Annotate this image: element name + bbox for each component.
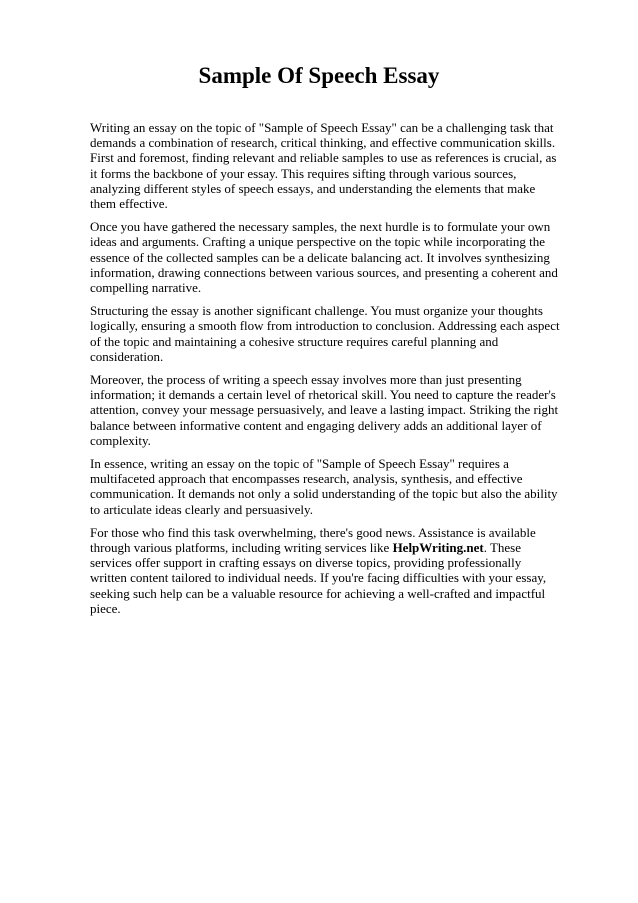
helpwriting-link[interactable]: HelpWriting.net (392, 540, 484, 556)
paragraph-3: Structuring the essay is another significant challenge. You must organize your thoughts logically, ensuring a smooth flow from introduction to conclusion. Addressing each aspect of the topic and maintaining a cohesive structure requires careful planning and consideration. (90, 303, 560, 364)
paragraph-2: Once you have gathered the necessary samples, the next hurdle is to formulate your own ideas and arguments. Crafting a unique perspective on the topic while incorporating the essence of the collected samples can be a delicate balancing act. It involves synthesizing information, drawing connections between various sources, and presenting a coherent and compelling narrative. (90, 219, 558, 296)
page-title: Sample Of Speech Essay (198, 63, 440, 88)
essay-body (90, 120, 560, 624)
paragraph-1: Writing an essay on the topic of "Sample of Speech Essay" can be a challenging task that demands a combination of research, critical thinking, and effective communication skills. First and foremost, finding relevant and reliable samples to use as references is crucial, as it forms the backbone of your essay. This requires sifting through various sources, analyzing different styles of speech essays, and understanding the elements that make them effective. (90, 120, 557, 212)
paragraph-4: Moreover, the process of writing a speech essay involves more than just presenting information; it demands a certain level of rhetorical skill. You need to capture the reader's attention, convey your message persuasively, and leave a lasting impact. Striking the right balance between informative content and engaging delivery adds an additional layer of complexity. (90, 372, 559, 448)
paragraph-5: In essence, writing an essay on the topic of "Sample of Speech Essay" requires a multifaceted approach that encompasses research, analysis, synthesis, and effective communication. It demands not only a solid understanding of the topic but also the ability to articulate ideas clearly and persuasively. (90, 456, 558, 517)
paragraph-6 (90, 525, 560, 616)
paragraph-6-after: . These services offer support in crafting essays on diverse topics, providing professionally written content tailored to individual needs. If you're facing difficulties with your essay, seeking such help can be a valuable resource for achieving a well-crafted and impactful piece. (90, 540, 547, 616)
paragraph-6-before: For those who find this task overwhelming, there's good news. Assistance is available through various platforms, including writing services like (90, 524, 536, 556)
